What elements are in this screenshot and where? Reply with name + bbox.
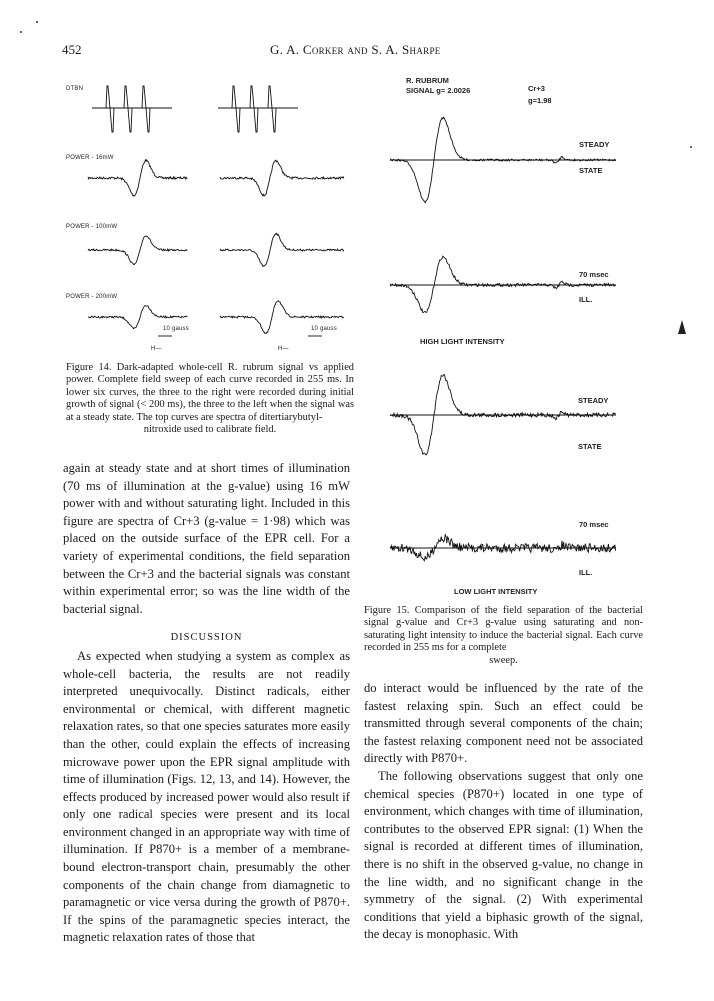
trace-100mw-growth bbox=[220, 233, 344, 266]
trace-200mw-steady bbox=[88, 306, 187, 329]
label-cr: Cr+3 bbox=[528, 84, 545, 93]
dtbn-spectrum-left bbox=[124, 86, 132, 132]
dtbn-spectrum-right bbox=[268, 86, 276, 132]
figure-14-traces bbox=[60, 70, 360, 360]
label-power-200: POWER - 200mW bbox=[66, 294, 118, 300]
scale-label-left: 10 gauss bbox=[163, 326, 189, 332]
field-arrow-left: H— bbox=[151, 346, 162, 352]
field-arrow-right: H— bbox=[278, 346, 289, 352]
label-70ms-2: 70 msec bbox=[579, 520, 609, 529]
trace-100mw-steady bbox=[88, 236, 187, 265]
right-paragraph-2: The following observations suggest that only one chemical species (P870+) located in one type of environment, which changes with time of illumination, contributes to the observed EPR signal: (1) When the signal is recorded at different times of illumination, there is no shift in the observed g-value, no change in the line width, and no significant change in the symmetry of the signal. (2) With experimental conditions that yield a biphasic growth of the signal, the decay is monophasic. With bbox=[364, 768, 643, 942]
trace-16mw-steady bbox=[88, 160, 187, 196]
label-low-intensity: LOW LIGHT INTENSITY bbox=[454, 587, 538, 596]
right-paragraph-1: do interact would be influenced by the rate of the fastest relaxing spin. Such an effect could be transmitted through several components of the chain; the fastest relaxing component need not be associated directly with P870+. bbox=[364, 681, 643, 766]
dtbn-spectrum-left bbox=[106, 86, 114, 132]
scan-mark bbox=[678, 320, 686, 334]
scan-speck bbox=[36, 21, 38, 23]
dtbn-spectrum-right bbox=[232, 86, 240, 132]
label-steady-2: STEADY bbox=[578, 396, 609, 405]
page-number: 452 bbox=[62, 42, 82, 57]
trace-16mw-growth bbox=[220, 160, 344, 196]
running-title: G. A. Corker and S. A. Sharpe bbox=[270, 42, 441, 57]
figure-15 bbox=[376, 70, 636, 610]
label-dtbn: DTBN bbox=[66, 86, 84, 92]
figure-14 bbox=[60, 70, 360, 360]
dtbn-spectrum-right bbox=[250, 86, 258, 132]
label-high-intensity: HIGH LIGHT INTENSITY bbox=[420, 337, 505, 346]
scan-speck bbox=[690, 146, 692, 148]
label-ill-1: ILL. bbox=[579, 295, 593, 304]
label-signal-g: SIGNAL g= 2.0026 bbox=[406, 86, 471, 95]
label-r-rubrum: R. RUBRUM bbox=[406, 76, 449, 85]
figure-14-caption-last: nitroxide used to calibrate field. bbox=[143, 424, 277, 436]
figure-15-caption-last: sweep. bbox=[489, 654, 518, 666]
label-steady-1: STEADY bbox=[579, 140, 610, 149]
label-power-16: POWER - 16mW bbox=[66, 155, 114, 161]
figure-14-caption bbox=[66, 362, 354, 436]
right-column bbox=[364, 680, 643, 944]
label-power-100: POWER - 100mW bbox=[66, 224, 118, 230]
left-column bbox=[63, 460, 350, 947]
dtbn-spectrum-left bbox=[142, 86, 150, 132]
label-state-2: STATE bbox=[578, 442, 602, 451]
discussion-heading: DISCUSSION bbox=[170, 632, 243, 644]
scale-label-right: 10 gauss bbox=[311, 326, 337, 332]
label-70ms-1: 70 msec bbox=[579, 270, 609, 279]
label-state-1: STATE bbox=[579, 166, 603, 175]
label-ill-2: ILL. bbox=[579, 568, 593, 577]
trace-high-70ms bbox=[390, 256, 616, 313]
figure-15-traces bbox=[376, 70, 636, 610]
trace-200mw-growth bbox=[220, 301, 344, 334]
left-paragraph-1: again at steady state and at short times of illumination (70 ms of illumination at the g-value) using 16 mW power with and without saturating light. Included in this figure are spectra of Cr+3 (g-value = 1·98) which was placed on the outside surface of the EPR cell. For a variety of experimental conditions, the field separation between the Cr+3 and the bacterial signals was constant within experimental error; so was the line width of the bacterial signal. bbox=[63, 461, 350, 616]
left-paragraph-2: As expected when studying a system as complex as whole-cell bacteria, the results are not readily interpreted unequivocally. Distinct radicals, either environmental or chemical, with different magnetic relaxation rates, so that one species saturates more easily than the other, could explain the effects of increasing microwave power upon the EPR signal amplitude with time of illumination (Figs. 12, 13, and 14). However, the effects produced by increased power would also result if only one radical species were present and its local environment changed in an appropriate way with time of illumination. If P870+ is a member of a membrane-bound electron-transport chain, presumably the other components of the chain change from diamagnetic to paramagnetic or vice versa during the growth of P870+. If the spins of the paramagnetic species interact, the magnetic relaxation rates of those that bbox=[63, 648, 350, 945]
figure-14-caption-text: Figure 14. Dark-adapted whole-cell R. rubrum signal vs applied power. Complete field sweep of each curve recorded in 255 ms. In lower six curves, the three to the right were recorded during initial growth of signal (< 200 ms), the three to the left when the signal was at a steady state. The top curves are spectra of ditertiarybutyl- bbox=[66, 362, 354, 423]
figure-15-caption bbox=[364, 605, 643, 667]
label-g198: g=1.98 bbox=[528, 96, 552, 105]
scan-speck bbox=[20, 31, 22, 33]
figure-15-caption-text: Figure 15. Comparison of the field separation of the bacterial signal g-value and Cr+3 g-value using saturating and non-saturating light intensity to induce the bacterial signal. Each curve recorded in 255 ms for a complete bbox=[364, 605, 643, 654]
